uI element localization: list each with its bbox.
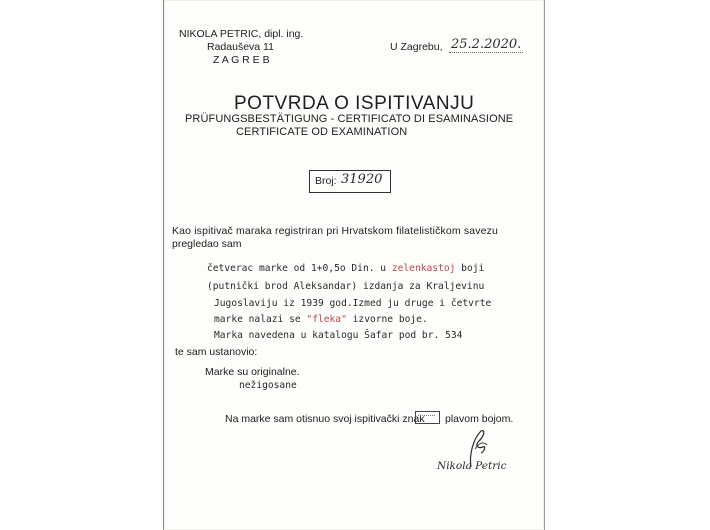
description-line-4a: marke nalazi se <box>214 314 301 325</box>
examiner-city: Z A G R E B <box>213 54 270 66</box>
examiner-name: NIKOLA PETRIC, dipl. ing. <box>179 28 304 40</box>
title-english: CERTIFICATE OD EXAMINATION <box>236 126 408 138</box>
description-line-4b: izvorne boje. <box>352 314 428 325</box>
certificate-number-value: 31920 <box>341 172 383 187</box>
place-label: U Zagrebu, <box>390 41 443 53</box>
examiner-street: Radauševa 11 <box>207 41 274 53</box>
intro-line-2: pregledao sam <box>172 238 242 250</box>
fleka-word: "fleka" <box>306 314 347 325</box>
description-line-4 <box>214 314 428 325</box>
colour-word: zelenkastoj <box>391 263 456 274</box>
stamp-note-after: plavom bojom. <box>445 413 514 425</box>
signature-name: Nikola Petric <box>437 460 507 472</box>
issue-date: 25.2.2020. <box>451 37 522 52</box>
description-line-1b: boji <box>461 263 485 274</box>
description-line-1 <box>207 263 484 274</box>
findings-label: te sam ustanovio: <box>175 346 258 358</box>
description-line-2: (putnički brod Aleksandar) izdanja za Kraljevinu <box>207 281 485 292</box>
examiner-mark-icon <box>415 411 440 424</box>
description-line-3: Jugoslaviju iz 1939 god.Izmed ju druge i četvrte <box>214 298 492 309</box>
description-line-1a: četverac marke od 1+0,5o Din. u <box>207 263 387 274</box>
title-german-italian: PRÜFUNGSBESTÄTIGUNG - CERTIFICATO DI ESAMINASIONE <box>185 113 514 125</box>
findings-original: Marke su originalne. <box>205 366 300 378</box>
description-line-5: Marka navedena u katalogu Šafar pod br. 534 <box>214 330 463 341</box>
intro-line-1: Kao ispitivač maraka registriran pri Hrvatskom filatelističkom savezu <box>172 225 499 237</box>
certificate-number-label: Broj: <box>315 175 337 187</box>
document-title: POTVRDA O ISPITIVANJU <box>234 93 475 114</box>
stamp-note-before: Na marke sam otisnuo svoj ispitivački znak <box>225 413 425 425</box>
findings-unused: nežigosane <box>239 380 297 391</box>
